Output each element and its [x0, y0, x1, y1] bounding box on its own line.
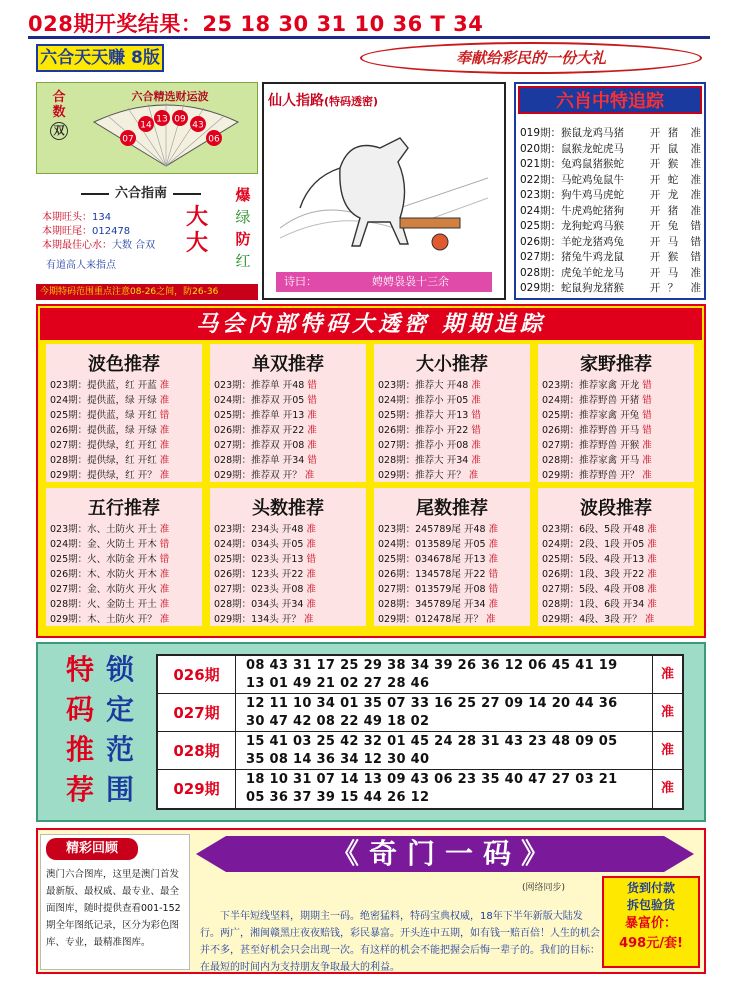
- card-row: 023期：推荐家禽 开龙 错: [542, 380, 652, 391]
- card-row: 024期：034头 开05 准: [214, 539, 316, 550]
- card-title: 波色推荐: [88, 354, 160, 375]
- lock-row: 027期 12 11 10 34 01 35 07 33 16 25 27 09 14 20 44 36 30 47 42 08 22 49 18 02 准: [158, 694, 682, 732]
- range-strip: 今期特码范围重点注意08-26之间，防26-36: [36, 284, 258, 300]
- fan-ball-number: 14: [140, 120, 152, 131]
- card-row: 027期：5段、4段 开08 准: [542, 584, 657, 595]
- card-row: 027期：推荐野兽 开猴 准: [542, 440, 652, 451]
- guide-note: 有道高人来指点: [46, 260, 116, 271]
- recommend-card: [210, 488, 366, 626]
- version-label: 六合天天赚 8版: [36, 44, 164, 72]
- card-row: 025期：提供蓝，绿 开红 错: [50, 410, 170, 421]
- lock-left-chars: 特 锁 码 定 推 范 荐 围: [65, 653, 134, 806]
- fan-ball-number: 43: [192, 120, 204, 131]
- header-bar: [0, 0, 740, 40]
- fan-icon: [88, 102, 244, 168]
- card-row: 026期：134578尾 开22 错: [378, 569, 499, 580]
- guide-line-tail: 本期旺尾：012478: [42, 226, 131, 237]
- card-row: 029期：推荐大 开？ 准: [378, 470, 479, 481]
- card-row: 025期：5段、4段 开13 准: [542, 554, 657, 565]
- card-row: 023期：提供蓝，红 开蓝 准: [50, 380, 170, 391]
- card-row: 024期：提供蓝，绿 开绿 准: [50, 395, 170, 406]
- card-row: 028期：345789尾 开34 准: [378, 599, 499, 610]
- card-row: 029期：4段、3段 开？ 准: [542, 614, 655, 625]
- zodiac-track-row: 023期：狗牛鸡马虎蛇 开 龙 准: [520, 189, 702, 201]
- card-row: 023期：推荐单 开48 错: [214, 380, 317, 391]
- wolf-illustration-icon: [280, 118, 488, 268]
- card-row: 028期：提供绿，红 开红 准: [50, 455, 170, 466]
- lock-row: 029期 18 10 31 07 14 13 09 43 06 23 35 40 47 27 03 21 05 36 37 39 15 44 26 12 准: [158, 770, 682, 808]
- zodiac-track-row: 022期：马蛇鸡兔鼠牛 开 蛇 准: [520, 173, 702, 186]
- card-row: 026期：推荐小 开22 错: [378, 425, 481, 436]
- card-row: 023期：推荐大 开48 准: [378, 380, 481, 391]
- secret-banner: 马会内部特码大透密 期期追踪: [40, 308, 702, 340]
- card-row: 025期：023头 开13 错: [214, 554, 316, 565]
- card-row: 025期：火、水防金 开木 错: [50, 554, 170, 565]
- fan-ball-number: 13: [156, 114, 168, 125]
- lock-row: 026期 08 43 31 17 25 29 38 34 39 26 36 12 06 45 41 19 13 01 49 21 02 27 28 46 准: [158, 656, 682, 694]
- card-row: 024期：013589尾 开05 准: [378, 539, 499, 550]
- six-zodiac-title: 六肖中特追踪: [518, 86, 702, 114]
- review-title: 精彩回顾: [46, 838, 138, 860]
- card-row: 024期：推荐野兽 开猪 错: [542, 395, 652, 406]
- zodiac-track-row: 021期：兔鸡鼠猪猴蛇 开 猴 准: [520, 158, 702, 170]
- card-row: 028期：推荐大 开34 准: [378, 455, 481, 466]
- card-row: 027期：推荐小 开08 准: [378, 440, 481, 451]
- zodiac-value: 双: [50, 122, 68, 140]
- guide-line-head: 本期旺头：134: [42, 212, 112, 223]
- card-title: 尾数推荐: [416, 498, 488, 519]
- card-row: 024期：2段、1段 开05 准: [542, 539, 657, 550]
- card-row: 024期：推荐小 开05 准: [378, 395, 481, 406]
- banner-title: 《奇门一码》: [330, 837, 559, 870]
- source-note: (网络同步): [522, 883, 566, 893]
- fan-ball-number: 07: [122, 134, 134, 145]
- card-row: 027期：023头 开08 准: [214, 584, 316, 595]
- card-row: 026期：1段、3段 开22 准: [542, 569, 657, 580]
- card-row: 025期：推荐大 开13 错: [378, 410, 481, 421]
- card-row: 029期：134头 开？ 准: [214, 614, 314, 625]
- card-row: 028期：推荐单 开34 错: [214, 455, 317, 466]
- card-title: 头数推荐: [252, 498, 324, 519]
- card-row: 028期：1段、6段 开34 准: [542, 599, 657, 610]
- promo-text: 下半年短线坚料，期期主一码。绝密猛料，特码宝典权威，18年下半年新版大陆发行。两广，湘闽赣黑庄夜夜赔钱，彩民暴富。开头连中五期，如有钱一赔百倍！人生的机会并不多，甚至好机会只会出现一次。有这样的机会不能把握会后悔一辈子的。我们的目标：在最短的时间内为支持朋友争取最大的利益。: [200, 911, 600, 973]
- delivery-text: 货到付款 拆包验货: [626, 881, 675, 912]
- card-row: 023期：234头 开48 准: [214, 524, 316, 535]
- card-row: 028期：推荐家禽 开马 准: [542, 455, 652, 466]
- recommend-card: [374, 488, 530, 626]
- card-row: 029期：推荐双 开？ 准: [214, 470, 315, 481]
- card-title: 单双推荐: [252, 354, 324, 375]
- card-row: 029期：木、土防火 开？ 准: [50, 614, 170, 625]
- card-row: 027期：013579尾 开08 错: [378, 584, 499, 595]
- card-row: 025期：推荐家禽 开兔 错: [542, 410, 652, 421]
- big-chars: 大 大: [186, 204, 209, 256]
- lock-table: [156, 654, 684, 810]
- card-title: 家野推荐: [580, 354, 652, 375]
- recommend-card: [46, 488, 202, 626]
- price-text: 暴富价： 498元/套!: [619, 916, 683, 951]
- card-row: 029期：提供绿，红 开？ 准: [50, 470, 170, 481]
- zodiac-track-row: 020期：鼠猴龙蛇虎马 开 鼠 准: [520, 142, 702, 155]
- card-row: 025期：034678尾 开13 准: [378, 554, 499, 565]
- guide-title: 六合指南: [56, 182, 226, 201]
- card-row: 023期：水、土防火 开土 准: [50, 524, 170, 535]
- recommend-card: [210, 344, 366, 482]
- card-title: 波段推荐: [580, 498, 652, 519]
- card-row: 027期：推荐双 开08 准: [214, 440, 317, 451]
- zodiac-track-row: 026期：羊蛇龙猪鸡兔 开 马 错: [520, 235, 702, 248]
- zodiac-track-row: 019期：猴鼠龙鸡马猪 开 猪 准: [520, 127, 702, 139]
- zodiac-track-row: 028期：虎兔羊蛇龙马 开 马 准: [520, 266, 702, 279]
- header-divider: [28, 36, 710, 39]
- card-title: 五行推荐: [88, 498, 160, 519]
- card-row: 026期：木、水防火 开木 准: [50, 569, 170, 580]
- zodiac-track-row: 027期：猪兔牛鸡龙鼠 开 猴 错: [520, 251, 702, 263]
- zodiac-track-row: 024期：牛虎鸡蛇猪狗 开 猪 准: [520, 204, 702, 217]
- fan-title: 六合精选财运波: [131, 90, 209, 103]
- fan-ball-number: 09: [174, 114, 186, 125]
- draw-result: 028期开奖结果：25 18 30 31 10 36 T 34: [28, 12, 484, 36]
- card-row: 026期：推荐野兽 开马 错: [542, 425, 652, 436]
- zodiac-track-row: 025期：龙狗蛇鸡马猴 开 兔 错: [520, 220, 702, 232]
- zodiac-box: [44, 90, 74, 154]
- review-text: 澳门六合图库，这里是澳门首发最新版、最权威、最专业、最全面图库，随时提供查看001-152期全年图纸记录，区分为彩色图库、专业，最精准图库。: [46, 869, 181, 948]
- recommend-card: [374, 344, 530, 482]
- card-title: 大小推荐: [416, 354, 488, 375]
- fan-ball-number: 06: [208, 134, 220, 145]
- zodiac-track-row: 029期：蛇鼠狗龙猪猴 开 ？ 准: [520, 282, 702, 294]
- card-row: 026期：123头 开22 准: [214, 569, 316, 580]
- card-row: 028期：火、金防土 开土 准: [50, 599, 170, 610]
- card-row: 024期：金、火防土 开木 错: [50, 539, 170, 550]
- card-row: 027期：提供绿，红 开红 准: [50, 440, 170, 451]
- card-row: 024期：推荐双 开05 错: [214, 395, 317, 406]
- card-row: 023期：6段、5段 开48 准: [542, 524, 657, 535]
- card-row: 027期：金、水防火 开火 准: [50, 584, 170, 595]
- card-row: 029期：012478尾 开？ 准: [378, 614, 496, 625]
- lock-row: 028期 15 41 03 25 42 32 01 45 24 28 31 43 23 48 09 05 35 08 14 36 34 12 30 40 准: [158, 732, 682, 770]
- zodiac-label: 合数: [52, 90, 66, 120]
- side-chars: 爆 绿 防 红: [235, 186, 251, 270]
- poem-bar: 诗曰： 娉娉袅袅十三余: [276, 272, 492, 292]
- card-row: 026期：推荐双 开22 准: [214, 425, 317, 436]
- recommend-card: [46, 344, 202, 482]
- card-row: 026期：提供蓝，绿 开绿 准: [50, 425, 170, 436]
- slogan: 奉献给彩民的一份大礼: [360, 42, 702, 74]
- card-row: 025期：推荐单 开13 准: [214, 410, 317, 421]
- card-row: 023期：245789尾 开48 准: [378, 524, 499, 535]
- immortal-title: 仙人指路(特码透密): [268, 93, 379, 109]
- guide-line-best: 本期最佳心水：大数 合双: [42, 240, 156, 251]
- card-row: 029期：推荐野兽 开？ 准: [542, 470, 652, 481]
- card-row: 028期：034头 开34 准: [214, 599, 316, 610]
- recommend-card: [538, 344, 694, 482]
- recommend-card: [538, 488, 694, 626]
